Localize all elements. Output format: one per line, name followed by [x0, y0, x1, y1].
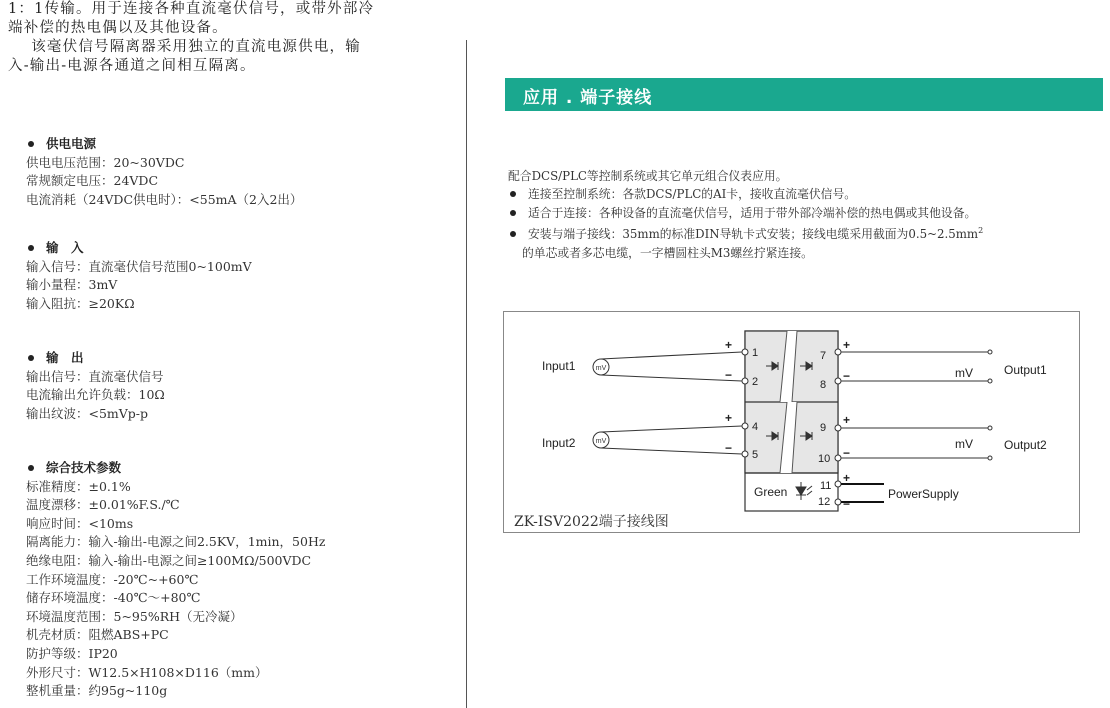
- input2-label: Input2: [542, 436, 576, 450]
- tech-heading: 综合技术参数: [26, 459, 325, 478]
- banner-title: 应用 . 端子接线: [523, 88, 653, 108]
- wiring-diagram-svg: [504, 312, 1079, 532]
- output-heading: 输 出: [26, 349, 165, 368]
- intro-paragraph: [8, 0, 374, 76]
- output2-label: Output2: [1004, 438, 1047, 452]
- application-banner: [505, 78, 1103, 111]
- spec-line: 绝缘电阻：输入-输出-电源之间≥100MΩ/500VDC: [26, 552, 312, 568]
- spec-line: 响应时间：<10ms: [26, 515, 134, 531]
- spec-line: 标准精度：±0.1%: [26, 478, 131, 494]
- application-text: [508, 167, 983, 262]
- bullet-icon: [510, 191, 516, 197]
- input-section: [26, 239, 252, 313]
- polarity-minus: −: [725, 441, 733, 455]
- list-item: 安装与端子接线：35mm的标准DIN导轨卡式安装；接线电缆采用截面为$0.5\sim 2.5mm^2$: [508, 222, 983, 243]
- terminal-number: 4: [752, 421, 759, 433]
- mv-symbol: mV: [595, 365, 607, 372]
- spec-line: 常规额定电压：24VDC: [26, 173, 159, 189]
- spec-line: 电流消耗（24VDC供电时）：<55mA（2入2出）: [26, 191, 303, 207]
- power-section: [26, 135, 302, 209]
- power-heading: 供电电源: [26, 135, 302, 154]
- input-heading: 输 入: [26, 239, 252, 258]
- output-section: [26, 349, 165, 423]
- polarity-plus: +: [843, 338, 851, 352]
- intro-line-4: 入-输出-电源各通道之间相互隔离。: [8, 58, 256, 74]
- spec-line: 输入阻抗：≥20KΩ: [26, 295, 135, 311]
- mv-label: mV: [955, 437, 973, 451]
- spec-line: 防护等级：IP20: [26, 645, 118, 661]
- spec-line: 隔离能力：输入-输出-电源之间2.5KV，1min，50Hz: [26, 534, 326, 550]
- intro-line-3: 该毫伏信号隔离器采用独立的直流电源供电，输: [8, 39, 361, 55]
- terminal-number: 8: [820, 379, 827, 391]
- spec-line: 环境温度范围：5~95%RH（无冷凝）: [26, 608, 243, 624]
- terminal-number: 7: [820, 350, 827, 362]
- spec-line: 输出信号：直流毫伏信号: [26, 368, 164, 384]
- terminal-number: 1: [752, 347, 759, 359]
- terminal-number: 10: [818, 453, 831, 465]
- terminal-number: 2: [752, 376, 759, 388]
- intro-line-2: 端补偿的热电偶以及其他设备。: [8, 20, 228, 36]
- polarity-plus: +: [843, 471, 851, 485]
- spec-line: 输出纹波：<5mVp-p: [26, 405, 149, 421]
- terminal-number: 12: [818, 496, 831, 508]
- terminal-number: 5: [752, 449, 759, 461]
- spec-line: 外形尺寸：W12.5×H108×D116（mm）: [26, 664, 268, 680]
- application-intro: 配合DCS/PLC等控制系统或其它单元组合仪表应用。: [508, 169, 788, 183]
- bullet-icon: [510, 231, 516, 237]
- list-item: 适合于连接：各种设备的直流毫伏信号，适用于带外部冷端补偿的热电偶或其他设备。: [508, 204, 983, 222]
- tech-section: [26, 459, 325, 701]
- output1-label: Output1: [1004, 363, 1047, 377]
- bullet-icon: [28, 141, 34, 147]
- spec-line: 供电电压范围：20~30VDC: [26, 154, 185, 170]
- polarity-minus: −: [843, 497, 851, 511]
- terminal-number: 11: [820, 480, 832, 492]
- list-item-continuation: 的单芯或者多芯电缆，一字槽圆柱头M3螺丝拧紧连接。: [522, 245, 813, 260]
- input1-label: Input1: [542, 359, 576, 373]
- bullet-icon: [28, 355, 34, 361]
- polarity-plus: +: [725, 411, 733, 425]
- diagram-caption: ZK-ISV2022端子接线图: [514, 514, 669, 530]
- spec-line: 输小量程：3mV: [26, 277, 118, 293]
- polarity-minus: −: [725, 368, 733, 382]
- spec-line: 电流输出允许负载：10Ω: [26, 387, 165, 403]
- intro-line-1: 1：1传输。用于连接各种直流毫伏信号，或带外部冷: [8, 1, 375, 17]
- bullet-icon: [28, 465, 34, 471]
- spec-line: 整机重量：约95g~110g: [26, 683, 168, 699]
- polarity-plus: +: [843, 413, 851, 427]
- bullet-icon: [28, 245, 34, 251]
- terminal-number: 9: [820, 422, 827, 434]
- power-supply-label: PowerSupply: [888, 487, 959, 501]
- bullet-icon: [510, 210, 516, 216]
- polarity-minus: −: [843, 369, 851, 383]
- polarity-minus: −: [843, 446, 851, 460]
- column-divider: [466, 40, 467, 708]
- mv-symbol: mV: [595, 438, 607, 445]
- spec-line: 机壳材质：阻燃ABS+PC: [26, 627, 169, 643]
- green-led-label: Green: [754, 485, 788, 499]
- spec-line: 工作环境温度：-20℃~+60℃: [26, 571, 199, 587]
- polarity-plus: +: [725, 338, 733, 352]
- wiring-diagram: [503, 311, 1080, 533]
- mv-label: mV: [955, 366, 973, 380]
- spec-line: 输入信号：直流毫伏信号范围0~100mV: [26, 258, 252, 274]
- spec-line: 温度漂移：±0.01%F.S./℃: [26, 497, 180, 513]
- list-item: 连接至控制系统：各款DCS/PLC的AI卡，接收直流毫伏信号。: [508, 185, 983, 203]
- spec-line: 储存环境温度：-40℃～+80℃: [26, 590, 201, 606]
